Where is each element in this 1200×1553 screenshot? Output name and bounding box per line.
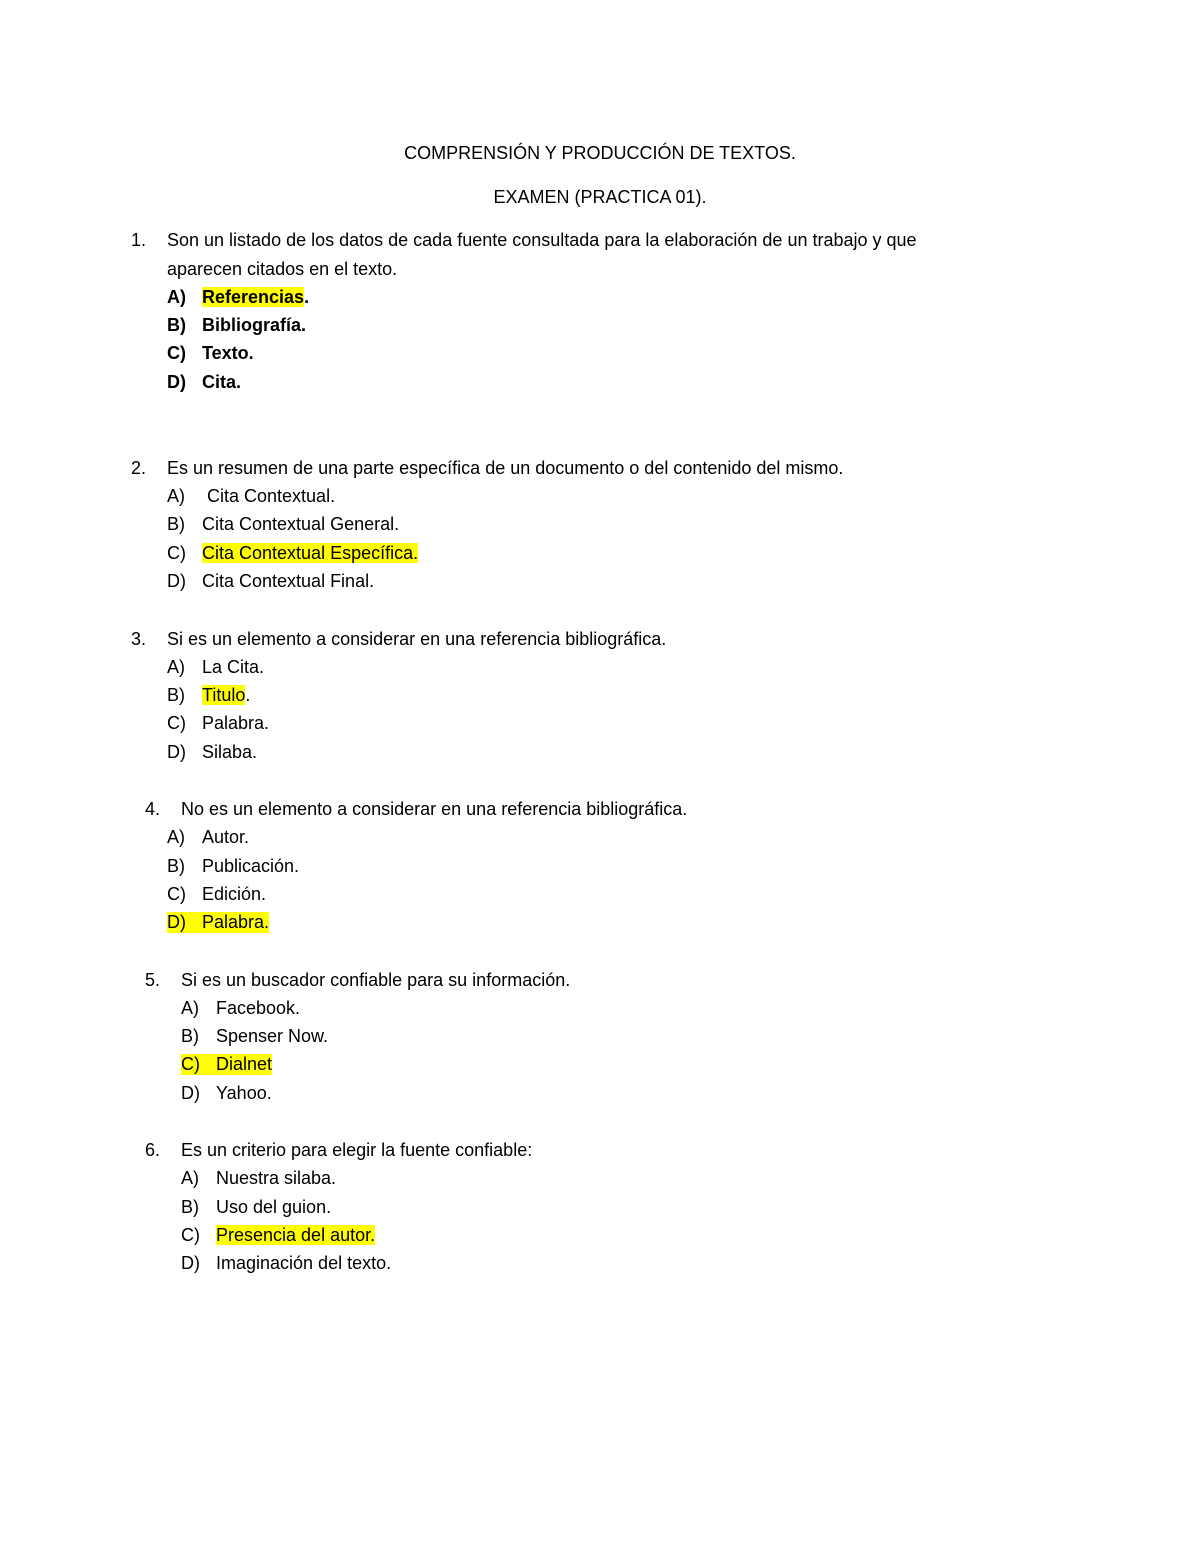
option-text: Cita Contextual. bbox=[202, 486, 336, 506]
option-d bbox=[167, 742, 257, 763]
option-a bbox=[181, 1168, 336, 1189]
document-title: COMPRENSIÓN Y PRODUCCIÓN DE TEXTOS. bbox=[404, 143, 796, 163]
option-letter: B) bbox=[181, 1026, 199, 1046]
option-letter: A) bbox=[181, 1168, 199, 1188]
option-letter: D) bbox=[167, 742, 186, 762]
question-number: 3. bbox=[131, 629, 147, 649]
option-letter: C) bbox=[167, 713, 186, 733]
option-a bbox=[167, 657, 264, 678]
option-letter: C) bbox=[167, 543, 186, 563]
option-c bbox=[167, 343, 254, 364]
option-letter: D) bbox=[167, 372, 186, 392]
option-text: Spenser Now. bbox=[216, 1026, 329, 1046]
option-letter: A) bbox=[167, 486, 185, 506]
option-text: Imaginación del texto. bbox=[216, 1253, 392, 1273]
option-d bbox=[167, 372, 241, 393]
option-text: Dialnet bbox=[216, 1054, 273, 1074]
option-b bbox=[167, 514, 399, 535]
option-letter: A) bbox=[167, 287, 186, 307]
question-text: Son un listado de los datos de cada fuente consultada para la elaboración de un trabajo y que bbox=[167, 230, 917, 250]
option-d-highlighted bbox=[167, 912, 269, 933]
option-letter: B) bbox=[167, 514, 185, 534]
option-a bbox=[167, 827, 249, 848]
option-b bbox=[181, 1026, 328, 1047]
option-d bbox=[167, 571, 374, 592]
option-b bbox=[181, 1197, 331, 1218]
option-text: Autor. bbox=[202, 827, 250, 847]
option-letter: B) bbox=[181, 1197, 199, 1217]
option-letter: B) bbox=[167, 315, 186, 335]
option-c-highlighted bbox=[181, 1054, 272, 1075]
option-text: Publicación. bbox=[202, 856, 300, 876]
option-text: Cita Contextual Final. bbox=[202, 571, 375, 591]
option-letter: C) bbox=[167, 884, 186, 904]
option-letter: D) bbox=[181, 1253, 200, 1273]
option-text: Palabra. bbox=[202, 912, 270, 932]
option-c bbox=[167, 543, 418, 564]
option-text: Facebook. bbox=[216, 998, 301, 1018]
option-c bbox=[181, 1225, 375, 1246]
option-text-highlighted: Presencia del autor. bbox=[216, 1225, 376, 1245]
option-letter: A) bbox=[167, 657, 185, 677]
question-text: Si es un buscador confiable para su información. bbox=[181, 970, 571, 990]
question-text-continued: aparecen citados en el texto. bbox=[167, 259, 398, 279]
question-number: 2. bbox=[131, 458, 147, 478]
option-a bbox=[181, 998, 300, 1019]
option-text: Uso del guion. bbox=[216, 1197, 332, 1217]
option-letter: C) bbox=[181, 1054, 200, 1074]
option-text: Palabra. bbox=[202, 713, 270, 733]
option-text: Yahoo. bbox=[216, 1083, 272, 1103]
option-c bbox=[167, 884, 266, 905]
option-suffix: . bbox=[245, 685, 251, 705]
option-text: Cita. bbox=[202, 372, 242, 392]
option-d bbox=[181, 1083, 272, 1104]
option-suffix: . bbox=[304, 287, 310, 307]
option-text: Bibliografía. bbox=[202, 315, 307, 335]
document-subtitle: EXAMEN (PRACTICA 01). bbox=[493, 187, 707, 207]
question-number: 6. bbox=[145, 1140, 161, 1160]
option-c bbox=[167, 713, 269, 734]
question-number: 4. bbox=[145, 799, 161, 819]
option-letter: C) bbox=[181, 1225, 200, 1245]
option-text: Nuestra silaba. bbox=[216, 1168, 337, 1188]
question-text: Si es un elemento a considerar en una referencia bibliográfica. bbox=[167, 629, 667, 649]
option-b bbox=[167, 315, 306, 336]
option-text: Texto. bbox=[202, 343, 254, 363]
option-text-highlighted: Referencias bbox=[202, 287, 305, 307]
question-text: No es un elemento a considerar en una referencia bibliográfica. bbox=[181, 799, 688, 819]
option-letter: D) bbox=[167, 571, 186, 591]
option-text-highlighted: Titulo bbox=[202, 685, 246, 705]
question-text: Es un resumen de una parte específica de un documento o del contenido del mismo. bbox=[167, 458, 844, 478]
option-letter: A) bbox=[167, 827, 185, 847]
option-text: Cita Contextual General. bbox=[202, 514, 400, 534]
question-text: Es un criterio para elegir la fuente confiable: bbox=[181, 1140, 533, 1160]
question-number: 1. bbox=[131, 230, 147, 250]
option-d bbox=[181, 1253, 391, 1274]
option-letter: B) bbox=[167, 856, 185, 876]
option-letter: D) bbox=[167, 912, 186, 932]
question-number: 5. bbox=[145, 970, 161, 990]
option-text: Silaba. bbox=[202, 742, 258, 762]
option-a bbox=[167, 486, 335, 507]
option-b bbox=[167, 856, 299, 877]
option-b bbox=[167, 685, 250, 706]
option-text: Edición. bbox=[202, 884, 267, 904]
option-letter: B) bbox=[167, 685, 185, 705]
option-text-highlighted: Cita Contextual Específica. bbox=[202, 543, 419, 563]
option-letter: C) bbox=[167, 343, 186, 363]
option-letter: A) bbox=[181, 998, 199, 1018]
option-a bbox=[167, 287, 309, 308]
option-letter: D) bbox=[181, 1083, 200, 1103]
option-text: La Cita. bbox=[202, 657, 265, 677]
